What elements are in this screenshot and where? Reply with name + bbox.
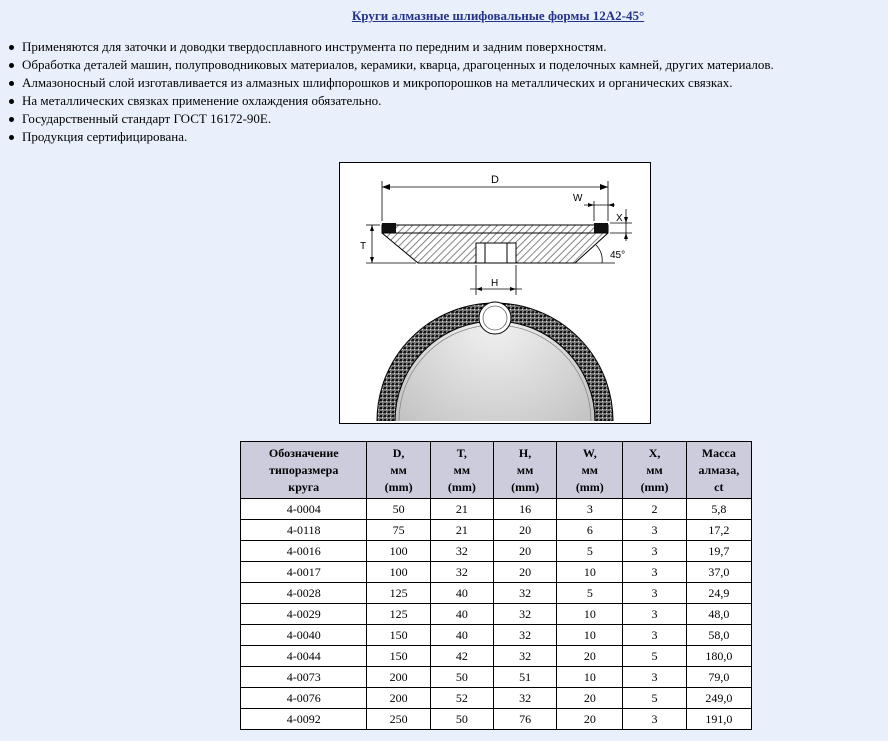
- cell-designation: 4-0028: [241, 583, 367, 604]
- cell-mass: 24,9: [686, 583, 751, 604]
- label-h: H: [491, 278, 499, 289]
- cell-d: 125: [367, 583, 430, 604]
- list-item: Государственный стандарт ГОСТ 16172-90Е.: [6, 110, 774, 128]
- cell-d: 125: [367, 604, 430, 625]
- list-item: Применяются для заточки и доводки твердосплавного инструмента по передним и задним поверхностям.: [6, 38, 774, 56]
- cell-d: 100: [367, 541, 430, 562]
- cell-h: 20: [493, 562, 556, 583]
- cell-d: 250: [367, 709, 430, 730]
- table-row: [241, 625, 752, 646]
- cell-x: 2: [623, 499, 686, 520]
- table-row: [241, 604, 752, 625]
- cell-x: 5: [623, 688, 686, 709]
- cell-designation: 4-0092: [241, 709, 367, 730]
- cell-h: 32: [493, 646, 556, 667]
- diamond-layer-right: [594, 223, 608, 233]
- cell-h: 16: [493, 499, 556, 520]
- cell-d: 150: [367, 646, 430, 667]
- cell-w: 10: [557, 625, 623, 646]
- cell-x: 3: [623, 562, 686, 583]
- cell-w: 10: [557, 562, 623, 583]
- col-h: H, мм (mm): [493, 442, 556, 499]
- cell-d: 100: [367, 562, 430, 583]
- cell-mass: 19,7: [686, 541, 751, 562]
- wheel-diagram-svg: [340, 163, 650, 423]
- cell-designation: 4-0004: [241, 499, 367, 520]
- cell-t: 52: [430, 688, 493, 709]
- list-item: Обработка деталей машин, полупроводниковых материалов, керамики, кварца, драгоценных и поделочных камней, других материалов.: [6, 56, 774, 74]
- table-row: [241, 499, 752, 520]
- cell-designation: 4-0040: [241, 625, 367, 646]
- cell-mass: 180,0: [686, 646, 751, 667]
- table-row: [241, 667, 752, 688]
- dimension-w: [573, 193, 615, 221]
- cell-d: 150: [367, 625, 430, 646]
- cell-mass: 58,0: [686, 625, 751, 646]
- cell-d: 200: [367, 667, 430, 688]
- cell-designation: 4-0076: [241, 688, 367, 709]
- cross-section: [382, 223, 608, 263]
- table-row: [241, 709, 752, 730]
- cell-w: 20: [557, 688, 623, 709]
- cell-x: 3: [623, 625, 686, 646]
- col-mass: Масса алмаза, ct: [686, 442, 751, 499]
- table-body: [241, 499, 752, 730]
- label-angle: 45°: [610, 250, 626, 261]
- list-item: На металлических связках применение охлаждения обязательно.: [6, 92, 774, 110]
- cell-t: 21: [430, 520, 493, 541]
- cell-w: 10: [557, 604, 623, 625]
- cell-h: 76: [493, 709, 556, 730]
- label-d: D: [491, 174, 499, 186]
- cell-mass: 79,0: [686, 667, 751, 688]
- cell-designation: 4-0073: [241, 667, 367, 688]
- cell-mass: 17,2: [686, 520, 751, 541]
- cell-h: 32: [493, 583, 556, 604]
- col-d: D, мм (mm): [367, 442, 430, 499]
- cell-x: 5: [623, 646, 686, 667]
- cell-w: 5: [557, 583, 623, 604]
- table-row: [241, 583, 752, 604]
- cell-h: 20: [493, 520, 556, 541]
- cell-t: 40: [430, 604, 493, 625]
- table-header-row: [241, 442, 752, 499]
- cell-t: 40: [430, 625, 493, 646]
- cell-mass: 5,8: [686, 499, 751, 520]
- table-row: [241, 562, 752, 583]
- table-row: [241, 688, 752, 709]
- label-x: X: [616, 213, 623, 224]
- cell-x: 3: [623, 520, 686, 541]
- col-x: X, мм (mm): [623, 442, 686, 499]
- wheel-drawing: [339, 162, 651, 424]
- cell-mass: 191,0: [686, 709, 751, 730]
- cell-t: 21: [430, 499, 493, 520]
- cell-h: 32: [493, 604, 556, 625]
- cell-mass: 37,0: [686, 562, 751, 583]
- cell-d: 75: [367, 520, 430, 541]
- cell-d: 200: [367, 688, 430, 709]
- cell-mass: 48,0: [686, 604, 751, 625]
- cell-t: 50: [430, 667, 493, 688]
- cell-w: 3: [557, 499, 623, 520]
- label-t: T: [360, 241, 367, 252]
- cell-w: 20: [557, 709, 623, 730]
- table-row: [241, 520, 752, 541]
- col-t: T, мм (mm): [430, 442, 493, 499]
- cell-x: 3: [623, 541, 686, 562]
- cell-t: 42: [430, 646, 493, 667]
- cell-mass: 249,0: [686, 688, 751, 709]
- table-row: [241, 646, 752, 667]
- cell-w: 6: [557, 520, 623, 541]
- col-designation: Обозначение типоразмера круга: [241, 442, 367, 499]
- cell-h: 51: [493, 667, 556, 688]
- cell-h: 20: [493, 541, 556, 562]
- page-title[interactable]: Круги алмазные шлифовальные формы 12А2-45°: [351, 8, 645, 23]
- cell-x: 3: [623, 709, 686, 730]
- cell-designation: 4-0118: [241, 520, 367, 541]
- cell-t: 32: [430, 541, 493, 562]
- feature-list: [6, 38, 774, 146]
- cell-t: 32: [430, 562, 493, 583]
- cell-designation: 4-0044: [241, 646, 367, 667]
- cell-w: 20: [557, 646, 623, 667]
- cell-x: 3: [623, 604, 686, 625]
- cell-h: 32: [493, 688, 556, 709]
- cell-t: 50: [430, 709, 493, 730]
- cell-designation: 4-0016: [241, 541, 367, 562]
- cell-x: 3: [623, 667, 686, 688]
- cell-d: 50: [367, 499, 430, 520]
- diamond-layer-left: [382, 223, 396, 233]
- list-item: Продукция сертифицирована.: [6, 128, 774, 146]
- cell-designation: 4-0017: [241, 562, 367, 583]
- cell-x: 3: [623, 583, 686, 604]
- cell-designation: 4-0029: [241, 604, 367, 625]
- cell-w: 10: [557, 667, 623, 688]
- cell-w: 5: [557, 541, 623, 562]
- list-item: Алмазоносный слой изготавливается из алмазных шлифпорошков и микропорошков на металлических и органических связках.: [6, 74, 774, 92]
- dimension-h: [470, 265, 522, 295]
- label-w: W: [573, 193, 583, 204]
- wheel-top-view: [377, 302, 613, 423]
- dimension-x: [610, 209, 632, 241]
- table-row: [241, 541, 752, 562]
- spec-table: [240, 441, 752, 730]
- cell-h: 32: [493, 625, 556, 646]
- cell-t: 40: [430, 583, 493, 604]
- col-w: W, мм (mm): [557, 442, 623, 499]
